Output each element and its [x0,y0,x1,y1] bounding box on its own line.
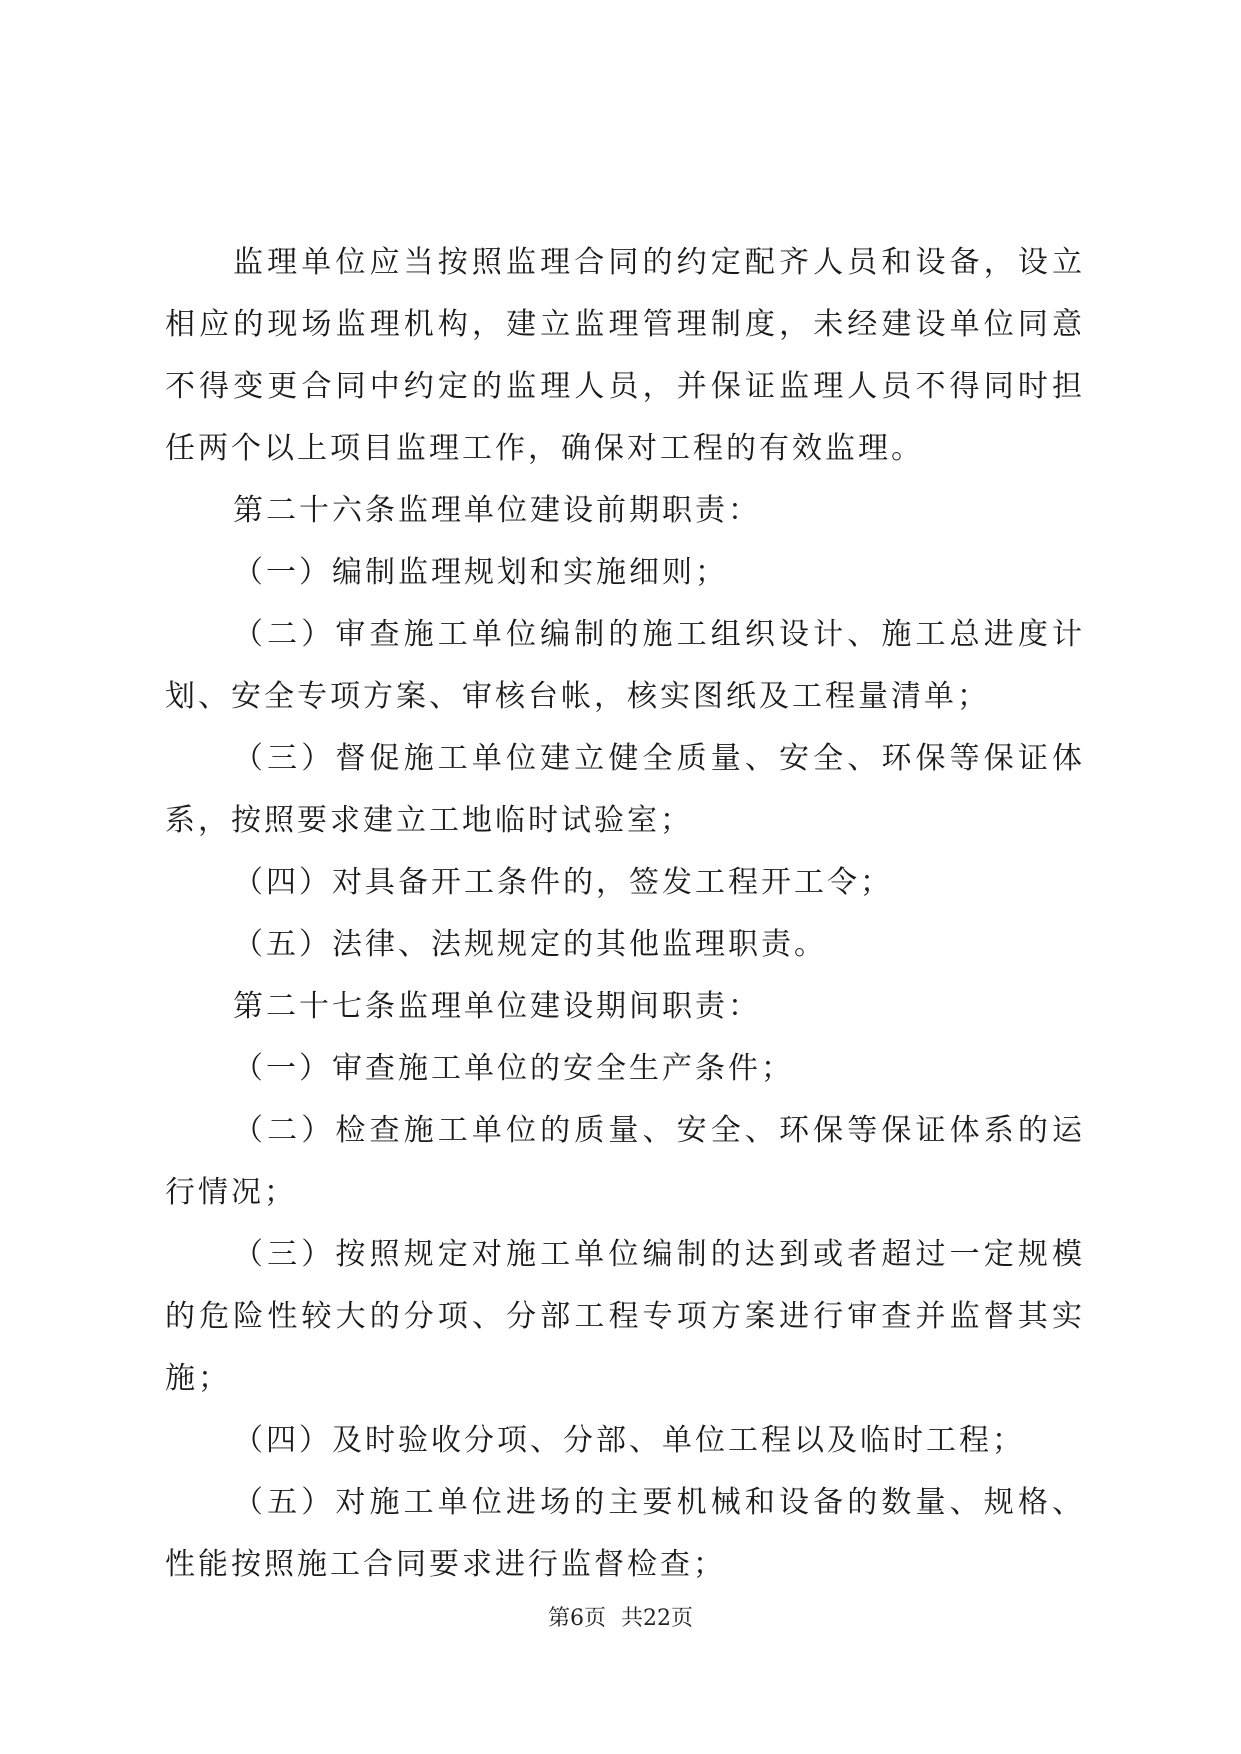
article-27-item-3: （三）按照规定对施工单位编制的达到或者超过一定规模的危险性较大的分项、分部工程专项方案进行审查并监督其实施； [165,1237,1085,1396]
paragraph-intro: 监理单位应当按照监理合同的约定配齐人员和设备，设立相应的现场监理机构，建立监理管理制度，未经建设单位同意不得变更合同中约定的监理人员，并保证监理人员不得同时担任两个以上项目监理工作，确保对工程的有效监理。 [165,245,1085,466]
article-27-item-2: （二）检查施工单位的质量、安全、环保等保证体系的运行情况； [165,1113,1085,1210]
article-26-item-1: （一）编制监理规划和实施细则； [233,555,728,590]
article-26-item-2: （二）审查施工单位编制的施工组织设计、施工总进度计划、安全专项方案、审核台帐，核实图纸及工程量清单； [165,617,1085,714]
article-27-item-5: （五）对施工单位进场的主要机械和设备的数量、规格、性能按照施工合同要求进行监督检查； [165,1485,1085,1582]
page-number: 第6页 [548,1606,606,1631]
article-26-item-3: （三）督促施工单位建立健全质量、安全、环保等保证体系，按照要求建立工地临时试验室； [165,741,1085,838]
article-27-item-1: （一）审查施工单位的安全生产条件； [233,1051,794,1086]
article-27-item-4: （四）及时验收分项、分部、单位工程以及临时工程； [233,1423,1025,1458]
article-26-item-5: （五）法律、法规规定的其他监理职责。 [233,927,827,962]
page-total: 共22页 [621,1606,693,1631]
document-body [165,232,1085,1596]
page-footer [0,1604,1241,1634]
article-27-heading: 第二十七条监理单位建设期间职责： [233,989,761,1024]
article-26-item-4: （四）对具备开工条件的，签发工程开工令； [233,865,893,900]
article-26-heading: 第二十六条监理单位建设前期职责： [233,493,761,528]
